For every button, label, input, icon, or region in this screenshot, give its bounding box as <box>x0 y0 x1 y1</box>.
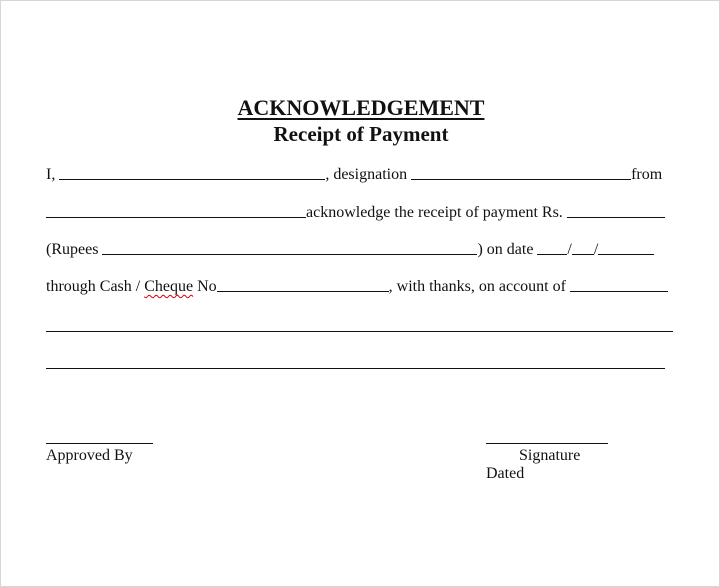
payer-blank <box>46 203 306 218</box>
on-account-label: , with thanks, on account of <box>388 278 570 295</box>
acknowledge-label: acknowledge the receipt of payment Rs. <box>306 204 567 221</box>
amount-blank <box>567 203 665 218</box>
account-blank <box>570 277 668 292</box>
date-day-blank <box>537 240 567 255</box>
date-slash-2: / <box>593 241 599 258</box>
designation-label: , designation <box>325 166 412 183</box>
cheque-word: Cheque <box>144 278 194 295</box>
account-line-1 <box>46 331 673 332</box>
form-line-amount <box>46 203 665 223</box>
on-date-label: ) on date <box>477 241 538 258</box>
form-line-rupees <box>46 240 654 260</box>
form-line-cheque <box>46 277 668 297</box>
from-label: from <box>631 166 663 183</box>
approved-by-line <box>46 443 153 444</box>
date-slash-1: / <box>567 241 572 258</box>
date-year-blank <box>598 240 654 255</box>
dated-label: Dated <box>486 465 525 482</box>
signature-line <box>486 443 608 444</box>
document-title: ACKNOWLEDGEMENT <box>237 95 485 120</box>
cash-cheque-prefix: through Cash / <box>46 278 145 295</box>
date-month-blank <box>572 240 594 255</box>
signature-label: Signature <box>519 447 581 464</box>
cheque-number-blank <box>217 277 389 292</box>
approved-by-label: Approved By <box>46 447 133 464</box>
rupees-words-blank <box>102 240 477 255</box>
account-line-2 <box>46 368 665 369</box>
name-prefix: I, <box>46 166 60 183</box>
rupees-prefix: (Rupees <box>46 241 103 258</box>
name-blank <box>59 165 325 180</box>
cheque-no-label: No <box>193 278 217 295</box>
form-line-name <box>46 165 662 185</box>
document-subtitle: Receipt of Payment <box>273 122 449 146</box>
designation-blank <box>411 165 631 180</box>
